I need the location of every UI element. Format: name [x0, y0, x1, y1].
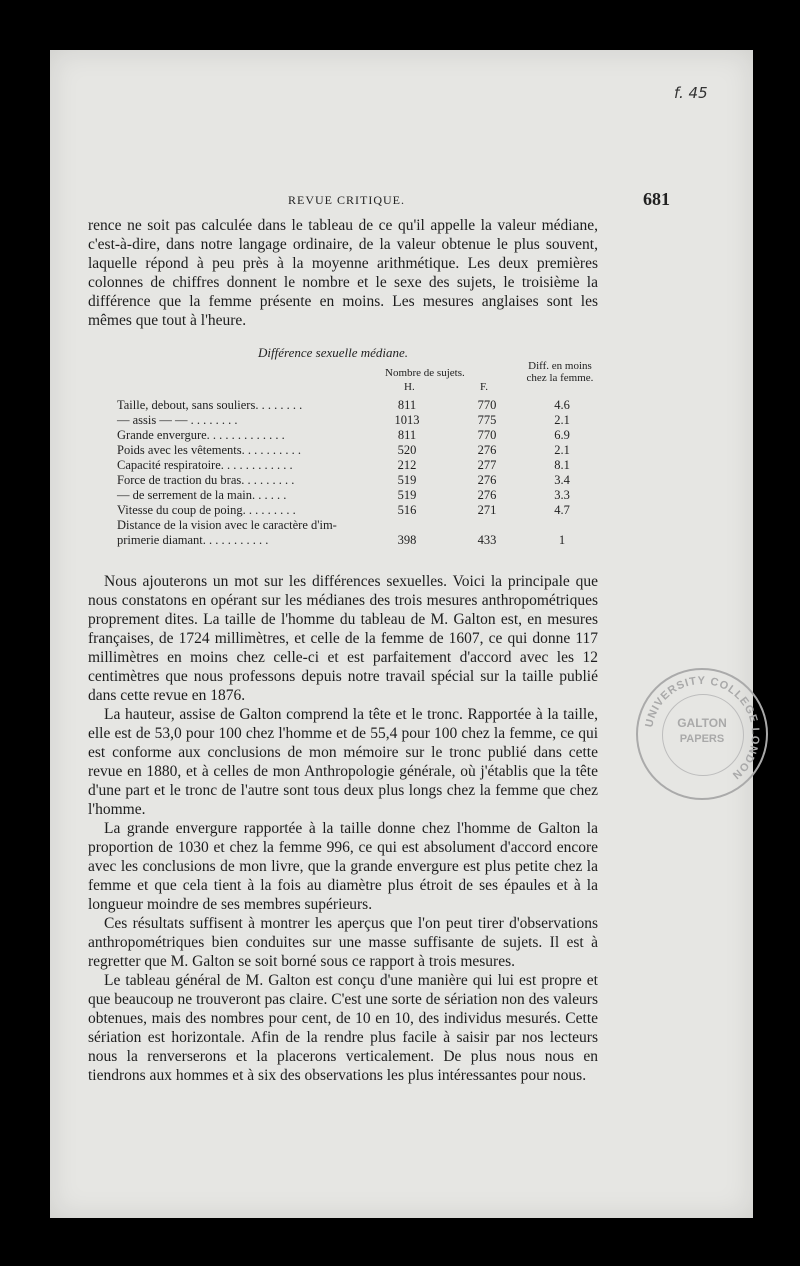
row-diff: 1: [558, 533, 566, 547]
table-header-f: F.: [480, 381, 488, 393]
row-diff: 6.9: [554, 428, 570, 442]
table-header-diff: Diff. en moins chez la femme.: [526, 360, 594, 384]
table-row: [117, 458, 602, 473]
row-diff: 4.6: [554, 398, 570, 412]
row-diff: 3.3: [554, 488, 570, 502]
table-caption: Différence sexuelle médiane.: [258, 345, 409, 360]
row-diff: 2.1: [554, 413, 570, 427]
row-f: 271: [477, 503, 497, 517]
row-f: 276: [477, 488, 497, 502]
text-block-bottom: [88, 572, 598, 1085]
paragraph-4: La grande envergure rapportée à la taille donne chez l'homme de Galton la proportion de 1030 et chez la femme 996, ce qui est absolument d'accord encore avec les conclusions de mon livre, que la grande envergure est plus petite chez la femme et que cela tient à la fois au diamètre plus étroit de ses épaules et à la longueur moindre de ses membres supérieurs.: [88, 820, 598, 913]
table-row: [117, 428, 602, 443]
row-f: 770: [477, 398, 497, 412]
row-label: Taille, debout, sans souliers. . . . . . . .: [117, 398, 303, 412]
row-f: 276: [477, 473, 497, 487]
row-label: Grande envergure. . . . . . . . . . . . .: [117, 428, 285, 442]
row-h: 811: [397, 398, 417, 412]
row-h: 212: [397, 458, 417, 472]
stamp-line-1: GALTON: [677, 716, 727, 730]
row-label: Poids avec les vêtements. . . . . . . . . .: [117, 443, 301, 457]
row-f: 775: [477, 413, 497, 427]
page-number: 681: [643, 189, 670, 209]
archive-folio-annotation: f. 45: [674, 84, 708, 102]
paragraph-1: rence ne soit pas calculée dans le tableau de ce qu'il appelle la valeur médiane, c'est-à-dire, dans notre langage ordinaire, de la valeur obtenue le plus souvent, laquelle répond à peu près à la moyenne arithmétique. Les deux premières colonnes de chiffres donnent le nombre et le sexe des sujets, le troisième la différence que la femme présente en moins. Les mesures anglaises sont les mêmes que tout à l'heure.: [88, 217, 598, 329]
table-header-h: H.: [404, 381, 415, 393]
stamp-line-2: PAPERS: [679, 733, 725, 745]
table-header-nombre: Nombre de sujets.: [385, 367, 465, 379]
row-label: Vitesse du coup de poing. . . . . . . . .: [117, 503, 296, 517]
table-row: [117, 488, 602, 503]
row-label: Capacité respiratoire. . . . . . . . . . . .: [117, 458, 293, 472]
table-row: [117, 473, 602, 488]
paragraph-5: Ces résultats suffisent à montrer les aperçus que l'on peut tirer d'observations anthropométriques bien conduites sur une masse suffisante de sujets. Il est à regretter que M. Galton se soit borné sous ce rapport à trois mesures.: [88, 915, 598, 970]
table-row: [117, 518, 602, 533]
row-diff: 2.1: [554, 443, 570, 457]
table-row: [117, 533, 602, 548]
row-h: 516: [397, 503, 417, 517]
row-label: Force de traction du bras. . . . . . . . .: [117, 473, 295, 487]
paragraph-3: La hauteur, assise de Galton comprend la tête et le tronc. Rapportée à la taille, elle est de 53,0 pour 100 chez l'homme et de 55,4 pour 100 chez la femme, ce qui est conforme aux conclusions de mon mémoire sur le tronc publié dans cette revue en 1880, et à celles de mon Anthropologie générale, où j'établis que la tête d'une part et le tronc de l'autre sont tous deux plus longs chez la femme que chez l'homme.: [88, 706, 598, 818]
table-row: [117, 443, 602, 458]
row-h: 1013: [394, 413, 420, 427]
row-f: 276: [477, 443, 497, 457]
running-title: REVUE CRITIQUE.: [288, 193, 405, 207]
row-label: Distance de la vision avec le caractère d'im-: [117, 518, 337, 532]
row-diff: 3.4: [554, 473, 570, 487]
row-f: 433: [477, 533, 497, 547]
row-diff: 8.1: [554, 458, 570, 472]
row-diff: 4.7: [554, 503, 570, 517]
table-row: [117, 398, 602, 413]
table-row: [117, 503, 602, 518]
row-h: 811: [397, 428, 417, 442]
text-block-top: [88, 216, 598, 330]
paragraph-6: Le tableau général de M. Galton est conçu d'une manière qui lui est propre et que beaucoup ne trouveront pas claire. C'est une sorte de sériation non des valeurs obtenues, mais des nombres pour cent, de 10 en 10, des individus mesurés. Cette sériation est horizontale. Afin de la rendre plus facile à saisir par nos lecteurs nous la renverserons et la placerons verticalement. De plus nous nous en tiendrons aux hommes et à six des observations les plus intéressantes pour nous.: [88, 972, 598, 1084]
table-row: [117, 413, 602, 428]
row-f: 277: [477, 458, 497, 472]
row-h: 520: [397, 443, 417, 457]
row-f: 770: [477, 428, 497, 442]
row-h: 398: [397, 533, 417, 547]
page-header: [288, 190, 670, 210]
row-h: 519: [397, 488, 417, 502]
paragraph-2: Nous ajouterons un mot sur les différences sexuelles. Voici la principale que nous constatons en opérant sur les médianes des trois mesures anthropométriques proprement dites. La taille de l'homme du tableau de M. Galton est, en mesures françaises, de 1724 millimètres, et celle de la femme de 1607, ce qui donne 117 millimètres en moins chez celle-ci et est parfaitement d'accord avec les 12 centimètres que nous professons depuis notre travail spécial sur la taille publié dans cette revue en 1876.: [88, 573, 598, 704]
stamp-arc-label: UNIVERSITY COLLEGE LONDON: [643, 674, 762, 782]
row-label: — assis — — . . . . . . . .: [117, 413, 238, 427]
row-h: 519: [397, 473, 417, 487]
row-label: primerie diamant. . . . . . . . . . .: [117, 533, 269, 547]
row-label: — de serrement de la main. . . . . .: [117, 488, 287, 502]
library-stamp: [636, 668, 768, 800]
